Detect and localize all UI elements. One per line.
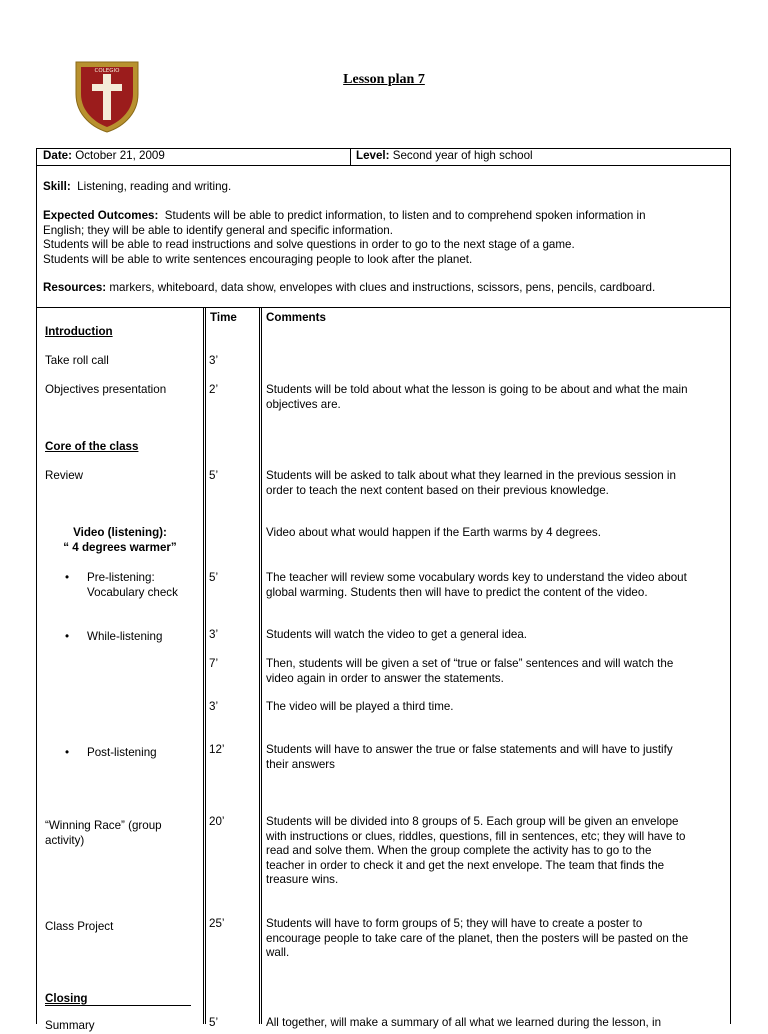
- activity-post-listening: • Post-listening: [87, 746, 157, 761]
- time-winning-race: 20’: [209, 815, 225, 828]
- time-objectives: 2’: [209, 383, 219, 396]
- column-header-time: Time: [210, 311, 237, 324]
- activity-pre-listening: • Pre-listening: Vocabulary check: [87, 571, 178, 600]
- time-summary: 5’: [209, 1016, 219, 1029]
- activity-summary: Summary: [45, 1019, 95, 1032]
- time-post-listening: 12’: [209, 743, 225, 756]
- comment-class-project: Students will have to form groups of 5; they will have to create a poster to encourage people to take care of the planet, then the posters will be pasted on the wall.: [266, 917, 689, 960]
- date-field: Date: October 21, 2009: [43, 149, 165, 162]
- activity-roll-call: Take roll call: [45, 354, 109, 367]
- time-review: 5’: [209, 469, 219, 482]
- comment-winning-race: Students will be divided into 8 groups of 5. Each group will be given an envelope with instructions or clues, riddles, questions, fill in sentences, etc; they will have to read and solve them. When the group complete the activity has to go to the teacher in order to check it and get the next envelope. The team that finds the treasure wins.: [266, 815, 686, 887]
- svg-text:COLEGIO: COLEGIO: [94, 68, 120, 74]
- time-while-listening: 3’: [209, 628, 219, 641]
- activity-while-listening: • While-listening: [87, 630, 162, 645]
- activity-class-project: Class Project: [45, 920, 114, 933]
- section-core-of-class: Core of the class: [45, 440, 139, 453]
- level-field: Level: Second year of high school: [356, 149, 533, 162]
- time-class-project: 25’: [209, 917, 225, 930]
- comment-summary: All together, will make a summary of all what we learned during the lesson, in: [266, 1016, 662, 1029]
- page-title: Lesson plan 7: [343, 72, 425, 87]
- time-roll-call: 3’: [209, 354, 219, 367]
- activity-video: Video (listening): “ 4 degrees warmer”: [63, 526, 177, 554]
- comment-pre-listening: The teacher will review some vocabulary words key to understand the video about global warming. Students then will have to predict the content of the video.: [266, 571, 687, 599]
- time-pre-listening: 5’: [209, 571, 219, 584]
- expected-outcomes: Expected Outcomes: Students will be able to predict information, to listen and to comprehend spoken information in English; they will be able to identify general and specific information. Students will be able to read instructions and solve questions in order to go to the next stage of a game. Students will be able to write sentences encouraging people to look after the planet.: [43, 209, 646, 266]
- comment-while-listening: Students will watch the video to get a general idea.: [266, 628, 528, 641]
- comment-post-listening: Students will have to answer the true or false statements and will have to justify their answers: [266, 743, 673, 771]
- section-introduction: Introduction: [45, 325, 113, 338]
- activity-review: Review: [45, 469, 84, 482]
- comment-while-2: Then, students will be given a set of “true or false” sentences and will watch the video again in order to answer the statements.: [266, 657, 674, 685]
- skill-field: Skill: Listening, reading and writing.: [43, 180, 232, 193]
- column-header-comments: Comments: [266, 311, 326, 324]
- comment-review: Students will be asked to talk about what they learned in the previous session in order to teach the next content based on their previous knowledge.: [266, 469, 676, 497]
- time-while-2: 7’: [209, 657, 219, 670]
- comment-while-3: The video will be played a third time.: [266, 700, 454, 713]
- section-closing: Closing: [45, 992, 88, 1005]
- activity-objectives: Objectives presentation: [45, 383, 167, 396]
- comment-objectives: Students will be told about what the lesson is going to be about and what the main objectives are.: [266, 383, 688, 411]
- activity-winning-race: “Winning Race” (group activity): [45, 819, 162, 847]
- resources-field: Resources: markers, whiteboard, data show, envelopes with clues and instructions, scissors, pens, pencils, cardboard.: [43, 281, 656, 294]
- comment-video: Video about what would happen if the Earth warms by 4 degrees.: [266, 526, 601, 539]
- time-while-3: 3’: [209, 700, 219, 713]
